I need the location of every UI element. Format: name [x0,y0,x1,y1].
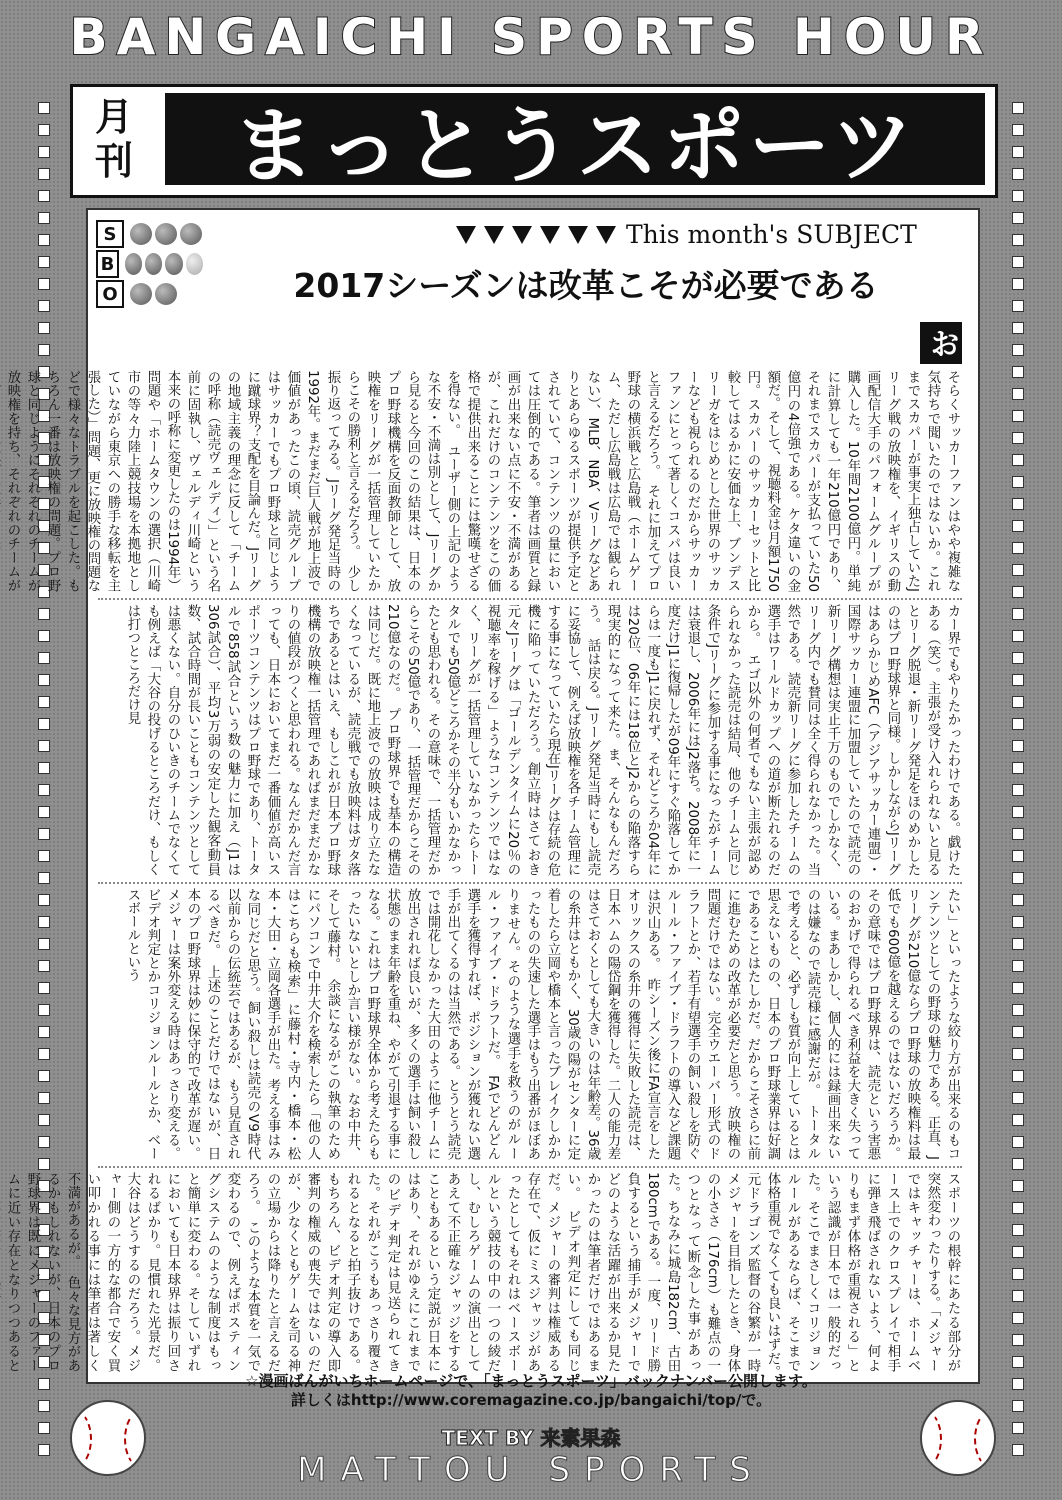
article-paragraph: 話は戻る。Jリーグ発足当時にもし読売に妥協して、例えば放映権を各チーム管理にする事になっていたら現在Jリーグは存続の危機に陥っていただろう。創立時はさておき元々Jリーグは「ゴールデンタイムに20％の視聴率を稼げる」ようなコンテンツではなく、リーグが一括管理していなかったらトータルでも50億どころかその半分もいかなかったとも思われる。その意味で、一括管理だからこその50億であり、一括管理だからこその210億なのだ。 [385,604,600,877]
triangle-icon [456,226,476,244]
author-credit: TEXT BY 来素果森 [441,1426,621,1450]
triangle-icon [512,226,532,244]
article-paragraph: カー界でもやりたかったわけである。戯けたある（笑）。主張が受け入れられないと見るとリーグ脱退・新リーグ発足をほのめかしたのはプロ野球界と同様。しかしながらJリーグはあらかじめAFC（アジアサッカー連盟）・国際サッカー連盟に加盟していたので読売の新リーグ構想は実止千万のものでしかなく、リーグ内でも賛同は全く得られなかった。当然である。読売新リーグに参加したチームの選手はワールドカップへの道が断たれるのだから。 [745,604,960,876]
subject-label: This month's SUBJECT [626,220,917,249]
sbo-row-o [96,280,206,308]
top-band [0,0,1062,80]
ball-icon [165,253,182,275]
sbo-row-s [96,220,206,248]
sbo-letter-s: S [96,220,124,248]
article-paragraph: 少し振り返ってみる。Jリーグ発足当時の1992年。まだまだ巨人戦が地上波で価値があったこの頃、読売グループはサッカーでもプロ野球と同じように蹴球界？支配を目論んだ。Jリーグの地域主義の理念に反して「チームの呼称（読売ヴェルディ）」という名前に固執し、ヴェルディ川崎という本来の呼称に変更したのは1994年）問題や「ホームタウンの選択（川崎市の等々力陸上競技場を本拠地としていながら東京への勝手な移転を主張した）」問題、更に放映権の問題などで様々なトラブルを起こした。もちろん一番は放映権の問題。プロ野球と同じようにそれぞれのチームが放映権を持ち、それぞれのチームが [5,370,360,592]
triangle-icon [484,226,504,244]
masthead [70,84,998,198]
article-column [98,604,962,876]
article-body-bottom [5,1172,962,1372]
article-text [0,370,962,592]
article-column [5,1172,962,1372]
article-row-4 [5,1172,962,1372]
article-paragraph: ビデオ判定にしても同じだ。メジャーの審判は権威ある存在で、仮にミスジャッジがあったとしてもそれはベースボールという競技の中の一つの綾だし、むしろゲームの演出としてあえて不正確なジャッジをすることもあるという定説が日本にはあり、それがゆえにこれまでのビデオ判定は見送られてきた。それがこうもあっさり覆されるとなると拍子抜けである。もちろん、ビデオ判定の導入即審判の権威の喪失ではないのだが、少なくともゲームを司る神の立場からは降りたと言えるだろう。 [245,1172,580,1372]
article-paragraph: そらくサッカーファンはやや複雑な気持ちで聞いたのではないか。これまでスカパーが事実上独占していたJリーグ戦の放映権を、イギリスの動画配信大手のパフォームグループが購入した。10年間2100億円。単純に計算しても一年210億円であり、それまでスカパーが支払っていた50億円の4倍強である。ケタ違いの金額だ。そして、視聴料金は月額1750円。スカパーのサッカーセットと比較してはるかに安価な上、ブンデスリーガをはじめとした世界のサッカーなども視られるのだからサッカーファンにとって著しくコスパは良いと言えるだろう。 [645,370,960,592]
article-text [125,888,960,1160]
article-row-1 [5,322,962,593]
monthly-label-2: 刊 [94,138,133,183]
row-divider [98,882,962,884]
sbo-letter-o: O [96,280,124,308]
article-text [0,1172,960,1385]
dropcap: お [920,322,962,364]
article-paragraph: 昨シーズン後にFA宣言をしたオリックスの糸井の獲得に失敗した読売は、日本ハムの陽岱鋼を獲得した。二人の能力差はさておくとしても大きいのは年齢差。36歳の糸井はともかく、30歳の陽がセンターに定着したら立岡や橋本と言ったブレイクしかかったものの失速した選手はもう出番がほぼありません。そのような選手を救うのがルール・ファイブ・ドラフトだ。 [485,888,660,1161]
article-column [5,322,962,593]
sbo-row-b [96,250,206,278]
monthly-label [83,93,145,185]
article-paragraph: 上述のことだけではないが、日本のプロ野球界は妙に保守的で改革が遅い。メジャーは案外変える時はあっさり変える。ビデオ判定とかコリジョンルールとか、ベースボールという [125,888,220,1160]
footer-notice-line-1: ☆漫画ばんがいちホームページで、「まっとうスポーツ」バックナンバー公開します。 [245,1372,817,1390]
article-paragraph: 余談になるがこの執筆のためにパソコンで中井大介を検索したら「他の人はこちらも検索」に藤村・寺内・橋本・松本・大田・立岡各選手が出た。考える事はみな同じだと思う。飼い殺しは読売のV9時代以前からの伝統芸ではあるが、もう見直されるべきだ。 [205,888,340,1160]
article-headline: 2017シーズンは改革こそが必要である [293,266,879,305]
ball-icon [130,283,152,305]
footer-logo: MATTOU SPORTS [297,1450,765,1490]
sbo-counter [96,220,206,310]
footer [86,1372,976,1500]
sbo-letter-b: B [96,250,119,278]
monthly-label-1: 月 [94,94,133,139]
triangle-icon [540,226,560,244]
footer-notice [86,1372,976,1410]
triangle-icon [596,226,616,244]
triangle-icon [568,226,588,244]
ball-icon [155,283,177,305]
article-panel [5,208,980,1384]
ball-icon [145,253,162,275]
article-paragraph: FAでどんどん選手を獲得すれば、ポジションが獲れない選手が出てくるのは当然である。とうとう読売では開花しなかった大田のように他チームに放出されれば良いが、多くの選手は飼い殺し状態のまま年齢を重ね、やがて引退する事になる。これはプロ野球界全体から考えたらもったいないとしか言い様がない。なお中井、そして藤村。 [325,888,500,1161]
article-text [125,604,960,876]
ball-icon [125,253,142,275]
article-paragraph: 色々な見方があるかもしれないが、日本のプロ野球界は既にメジャーのファームに近い存在となりつつあると [5,1172,80,1372]
row-divider [98,598,962,600]
ball-icon [130,223,152,245]
article-row-2 [98,604,962,876]
footer-notice-line-2: 詳しくはhttp://www.coremagazine.co.jp/bangaichi/top/で。 [290,1391,772,1409]
ball-icon [186,253,203,275]
article-body [5,322,962,1172]
article-paragraph: ユーザー側の上記のような不安・不満は別として、Jリーグから見ると今回のこの結果は、日本のプロ野球機構を反面教師として、放映権をリーグが一括管理していたからこその勝利と言えるだろう。 [345,370,460,592]
article-row-3 [98,888,962,1160]
magazine-title: まっとうスポーツ [165,93,985,185]
article-column [98,888,962,1160]
article-paragraph: このような本質を一気で変わるので、例えばポスティングシステムのような制度はもっと簡単に変わる。そしていずれにおいても日本球界は振り回されるばかり。見慣れた光景だ。大谷はどうするのだろう。メジャー側の一方的な都合で安く買い叩かれる事には筆者は著しく不満があるが。 [65,1172,260,1372]
ball-icon [180,223,202,245]
article-paragraph: プロ野球界でも基本の構造は同じだ。既に地上波での放映は成り立たなくなっているが、読売戦でも放映料はガタ落ちであるとはいえ、もしこれが日本プロ野球機構の放映権一括管理であればまだまだかなりの値段がつくと思われる。なんだかんだ言っても、日本においてまだ一番価値が高いスポーツコンテンツはプロ野球であり、トータルで858試合という数の魅力に加え（J1は306試合）、平均3万弱の安定した観客動員数、試合時間が長いこともコンテンツとしては悪くない。自分のひいきのチームでなくても例えば「大谷の投げるところだけ、もしくは打つところだけ見 [125,604,400,876]
row-divider [98,1166,962,1168]
ball-icon [155,223,177,245]
article-paragraph: スポーツの根幹にあたる部分が突然変わったりする。「メジャーではキャッチャーは、ホームベース上でのクロスプレイで相手に弾き飛ばされないよう、何よりもまず体格が重視される」という認識が日本では一般的だった。そこでまさしくコリジョンルールがあるならば、そこまで体格重視でなくても良いはずだ。 [765,1172,960,1372]
article-paragraph: トータルで考えると、必ずしも質が向上しているとは思えないものの、日本のプロ野球業界は好調であることはたしかだ。だからこそさらに前に進むための改革が必要だと思う。放映権の問題だけではない。完全ウエーバー形式のドラフトとか、若手有望選手の飼い殺しを防ぐルール・ファイブ・ドラフトの導入など課題は沢山ある。 [645,888,820,1160]
article-paragraph: たい」といったような絞り方が出来るのもコンテンツとしての野球の魅力である。正直、Jリーグが210億ならプロ野球の放映権料は最低でも600億を越えるのではないだろうか。その意味ではプロ野球界は、読売という害悪のおかげで得られるべき利益を大きく失っている。まあしかし、個人的には録画出来ないのは嫌なので読売様に感謝だが。 [805,888,960,1160]
article-paragraph: エゴ以外の何者でもない主張が認められなかった読売は結局、他のチームと同じ条件でJリーグに参加する事になったがチームは衰退し、2006年にはJ2落ち。2008年に一度だけJ1に復帰したが09年にすぐ陥落してからは一度もJ1に戻れず、それどころか04年には20位、06年には18位とJ2からの陥落すら現実的になって来た。ま、そんなもんだろう。 [585,604,760,876]
article-paragraph: 元ドラゴンズ監督の谷繁が一時メジャーを目指したとき、身体の小ささ（176cm）も難点の一つとなって断念した事があった。ちなみに城島182cm、古田180cmである。一度、リード勝負するという捕手がメジャーでどのような活躍が出来るか見たかったのは筆者だけではあるまい。 [565,1172,760,1372]
right-dot-border [1006,92,1030,1466]
series-title: BANGAICHI SPORTS HOUR [69,8,993,66]
article-paragraph: それに加えてプロ野球の横浜戦と広島戦（ホームゲーム、ただし広島戦は広島では観られない）、MLB、NBA、Vリーグなどありとあらゆるスポーツが提供予定とされていて、コンテンツの量においては圧倒的である。筆者は画質と録画が出来ない点に不安・不満があるが、これだけのコンテンツをこの価格で提供出来ることには驚嘆せざるを得ない。 [445,370,660,593]
subject-bar [456,220,917,249]
